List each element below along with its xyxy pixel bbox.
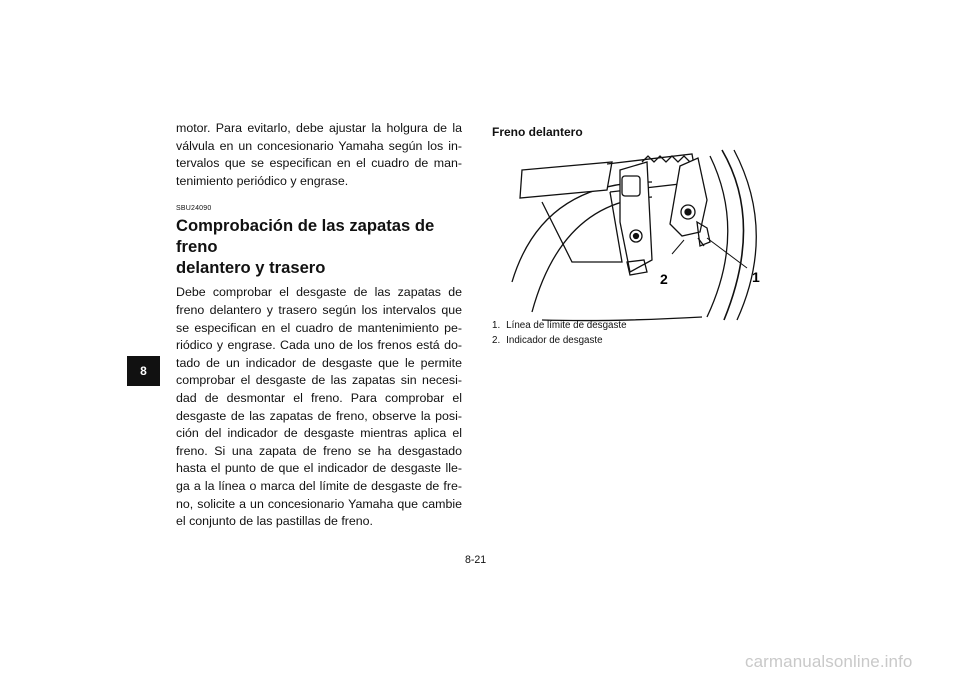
figure-captions	[492, 319, 627, 348]
callout-1: 1	[752, 269, 760, 285]
page-number: 8-21	[465, 554, 487, 566]
callout-2: 2	[660, 271, 668, 287]
caption-text: Línea de límite de desgaste	[506, 320, 627, 331]
figure-title: Freno delantero	[492, 125, 583, 139]
heading-line-2: delantero y trasero	[176, 258, 326, 278]
body-paragraph: Debe comprobar el desgaste de las zapatas de freno delantero y trasero según los intervalos que se especifican en el cuadro de mantenimiento pe-riódico y engrase. Cada uno de los frenos está do-tado de un indicador de desgaste que le permite comprobar el desgaste de las zapatas sin necesi-dad de desmontar el freno. Para comprobar el desgaste de las zapatas de freno, observe la posi-ción del indicador de desgaste mientras aplica el freno. Si una zapata de freno se ha desgastado hasta el punto de que el indicador de desgaste lle-ga a la línea o marca del límite de desgaste de fre-no, solicite a un concesionario Yamaha que cambie el conjunto de las pastillas de freno.	[176, 285, 462, 529]
heading-line-1: Comprobación de las zapatas de freno	[176, 216, 435, 257]
caption-number: 1.	[492, 320, 501, 331]
section-heading	[176, 215, 462, 278]
chapter-tab: 8	[127, 356, 160, 386]
left-column	[176, 120, 462, 531]
caption-number: 2.	[492, 334, 501, 346]
caption-item	[492, 319, 627, 334]
caption-text: Indicador de desgaste	[506, 334, 603, 346]
intro-paragraph: motor. Para evitarlo, debe ajustar la holgura de la válvula en un concesionario Yamaha según los in-tervalos que se especifican en el cuadro de man-tenimiento periódico y engrase.	[176, 121, 462, 188]
section-code: SBU24090	[176, 205, 212, 213]
caption-item	[492, 334, 627, 349]
front-brake-illustration	[502, 142, 764, 322]
watermark: carmanualsonline.info	[745, 652, 913, 671]
